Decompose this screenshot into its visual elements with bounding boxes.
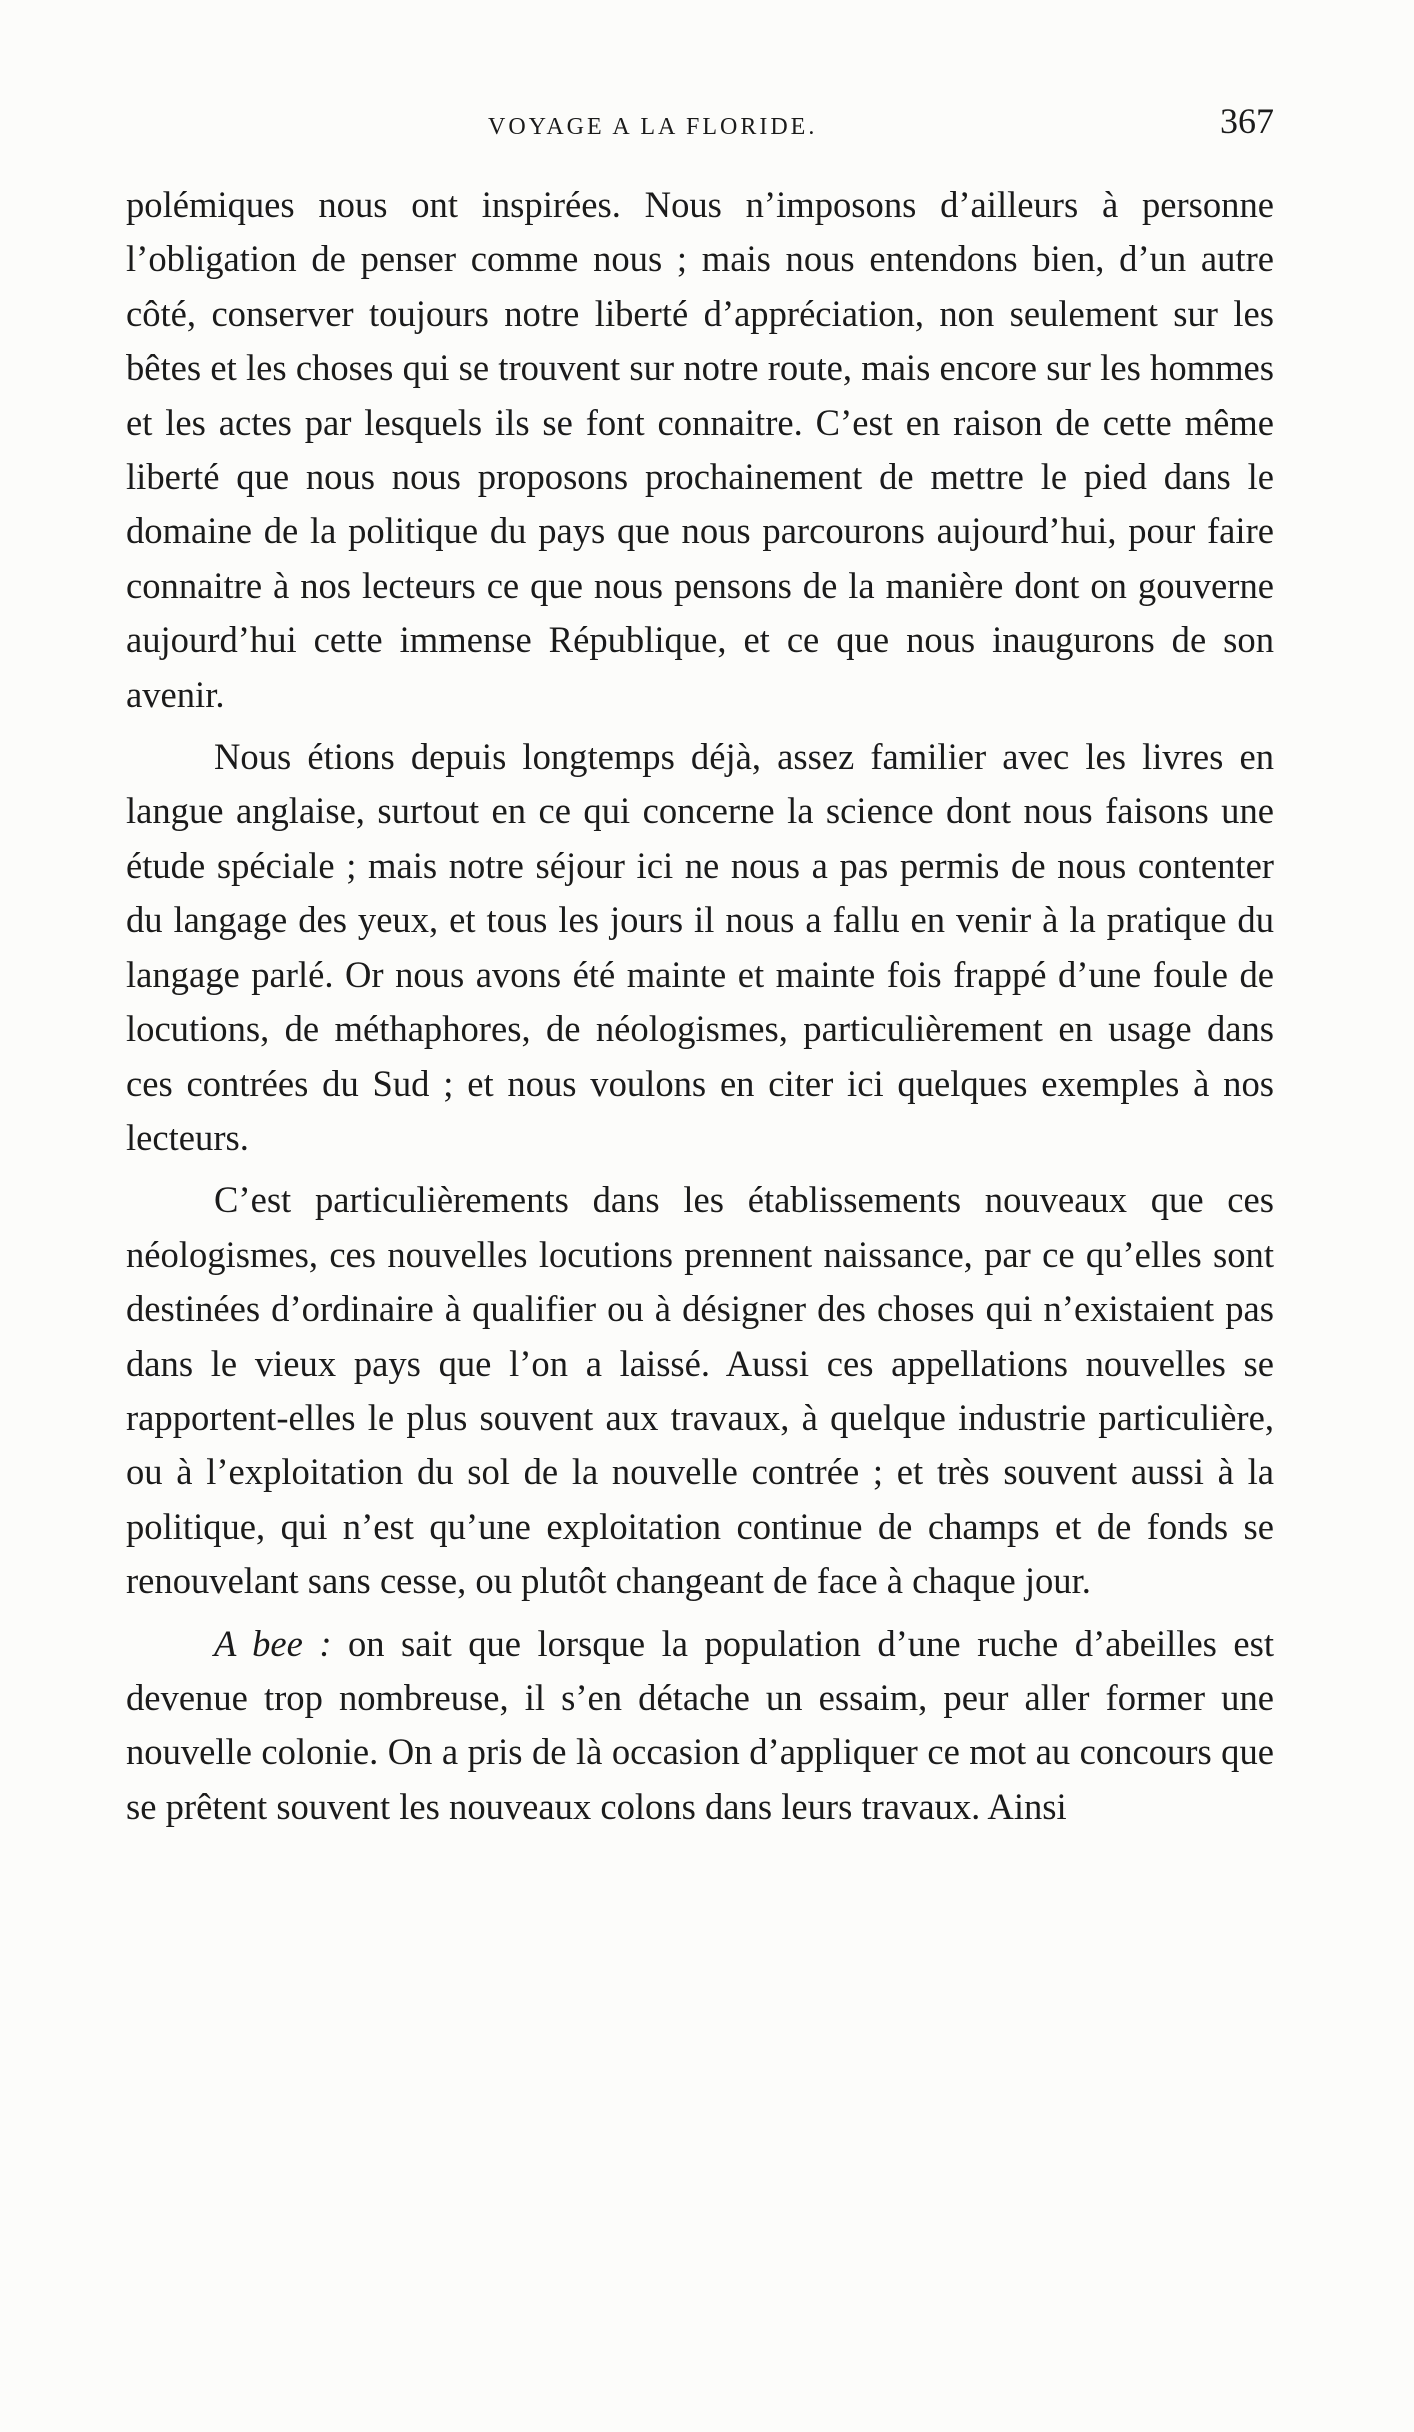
paragraph-english-language: Nous étions depuis longtemps déjà, assez familier avec les livres en langue anglaise, surtout en ce qui concerne la science dont nous faisons une étude spéciale ; mais notre séjour ici ne nous a pas permis de nous contenter du langage des yeux, et tous les jours il nous a fallu en venir à la pratique du langage parlé. Or nous avons été mainte et mainte fois frappé d’une foule de locutions, de méthaphores, de néologismes, particulièrement en usage dans ces contrées du Sud ; et nous voulons en citer ici quelques exemples à nos lecteurs. xyxy=(126,736,1274,1158)
running-header xyxy=(0,100,1414,150)
paragraph-continued: polémiques nous ont inspirées. Nous n’imposons d’ailleurs à personne l’obligation de penser comme nous ; mais nous entendons bien, d’un autre côté, conserver toujours notre liberté d’appréciation, non seulement sur les bêtes et les choses qui se trouvent sur notre route, mais encore sur les hommes et les actes par lesquels ils se font connaitre. C’est en raison de cette même liberté que nous nous proposons prochainement de mettre le pied dans le domaine de la politique du pays que nous parcourons aujourd’hui, pour faire connaitre à nos lecteurs ce que nous pensons de la manière dont on gouverne aujourd’hui cette immense République, et ce que nous inaugurons de son avenir. xyxy=(126,184,1274,715)
paragraph-neologisms: C’est particulièrements dans les établissements nouveaux que ces néologismes, ces nouvelles locutions prennent naissance, par ce qu’elles sont destinées d’ordinaire à qualifier ou à désigner des choses qui n’existaient pas dans le vieux pays que l’on a laissé. Aussi ces appellations nouvelles se rapportent-elles le plus souvent aux travaux, à quelque industrie particulière, ou à l’exploitation du sol de la nouvelle contrée ; et très souvent aussi à la politique, qui n’est qu’une exploitation continue de champs et de fonds se renouvelant sans cesse, ou plutôt changeant de face à chaque jour. xyxy=(126,1179,1274,1602)
paragraph-a-bee xyxy=(126,1617,1274,1835)
glossary-definition: on sait que lorsque la population d’une ruche d’abeilles est devenue trop nombreuse, il s’en détache un essaim, peur aller former une nouvelle colonie. On a pris de là occasion d’appliquer ce mot au concours que se prêtent souvent les nouveaux colons dans leurs travaux. Ainsi xyxy=(126,1622,1274,1827)
glossary-term: A bee : xyxy=(214,1622,332,1664)
body-text xyxy=(126,178,1274,1834)
running-title: VOYAGE A LA FLORIDE. xyxy=(488,114,818,140)
page-number: 367 xyxy=(1220,101,1274,141)
